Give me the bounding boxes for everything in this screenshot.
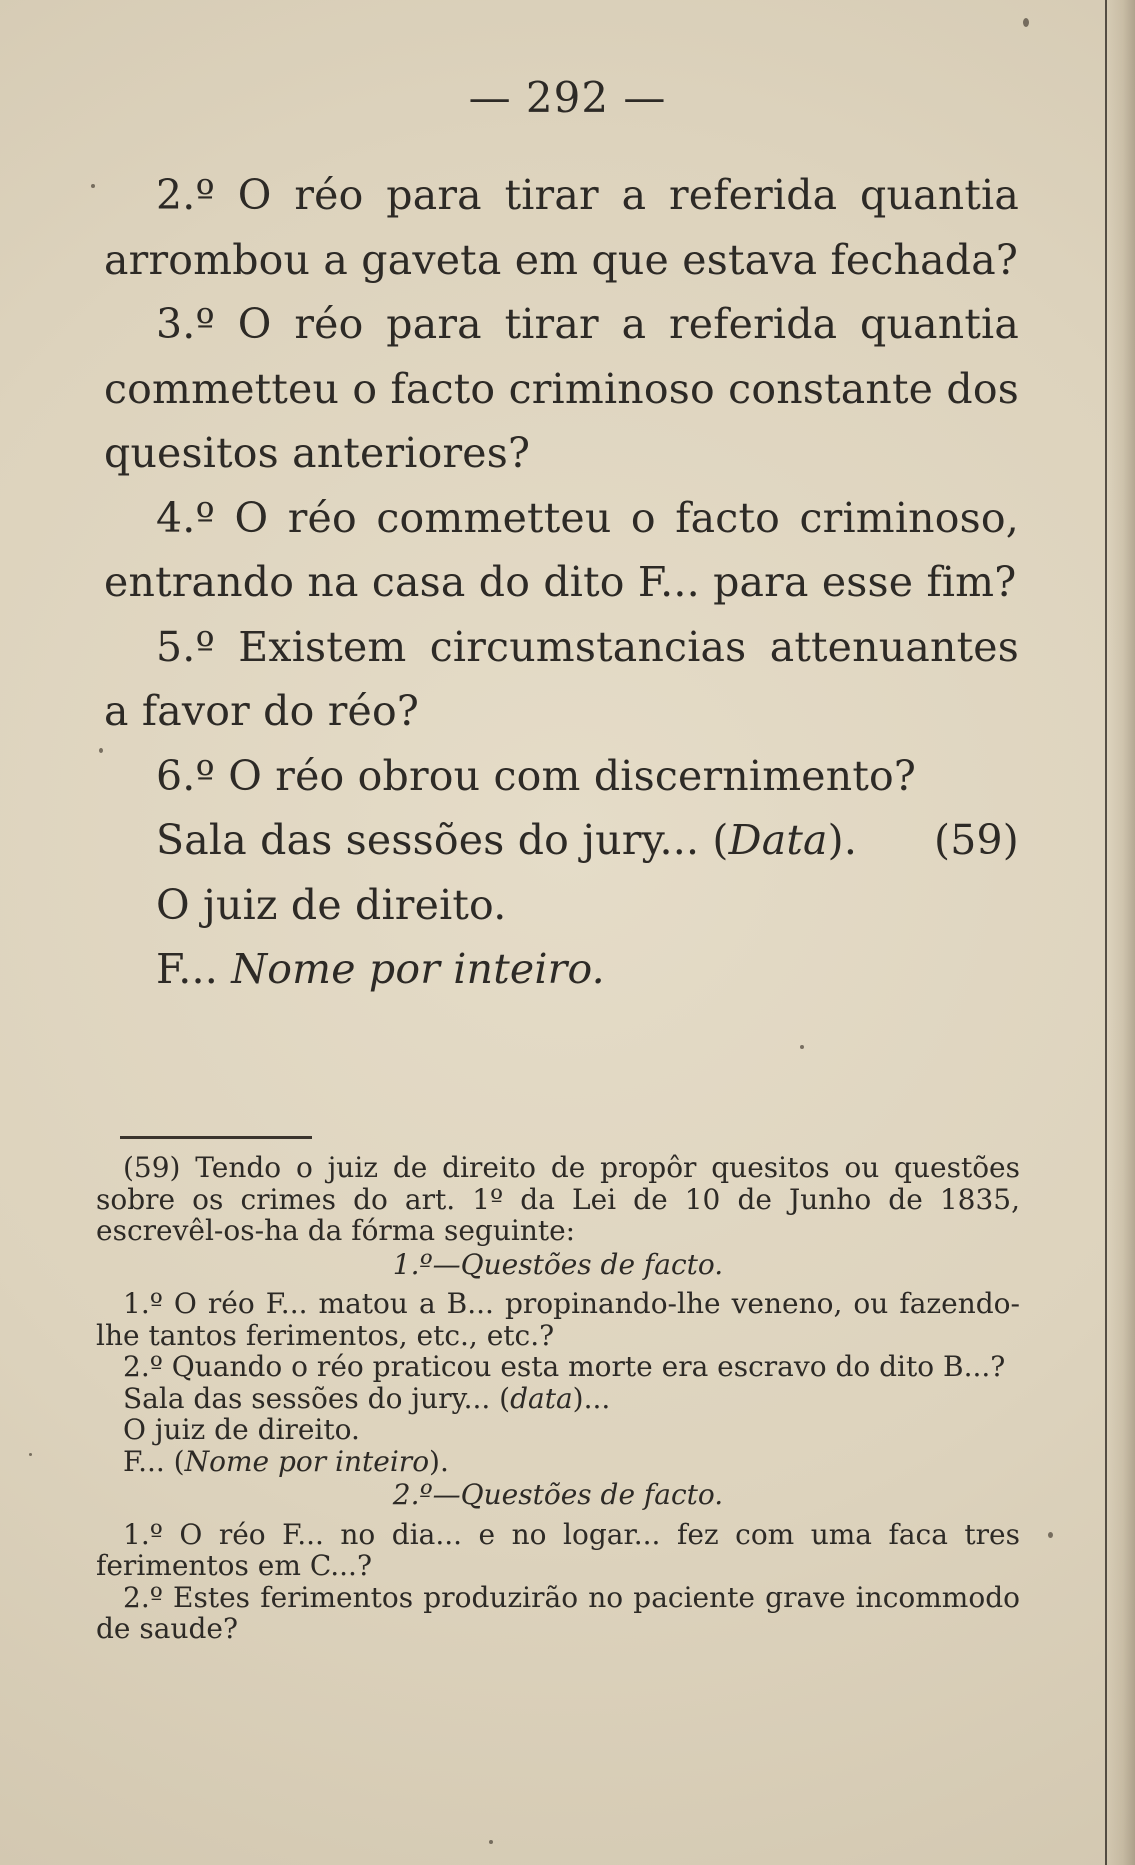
footnote-question-2: 2.º Quando o réo praticou esta morte era escravo do dito B...? [123,1350,1006,1383]
name-italic: Nome por inteiro. [231,945,605,993]
footnote-juiz-line: O juiz de direito. [123,1413,360,1446]
question-2: 2.º O réo para tirar a referida quantia arrombou a gaveta em que estava fechada? [104,171,1019,284]
ink-speck [91,184,95,188]
footnote-sala-data: data [510,1381,573,1415]
sala-prefix: Sala das sessões do jury... ( [156,816,729,864]
main-text [104,163,1019,1002]
question-5: 5.º Existem circumstancias attenuantes a favor do réo? [104,622,1019,735]
footnote-sala-prefix: Sala das sessões do jury... ( [123,1381,511,1415]
name-prefix: F... [156,945,232,993]
page-gutter-shadow [1105,0,1135,1865]
footnote-name-line [96,1446,1020,1478]
ink-speck [1023,18,1029,27]
ink-speck [99,748,103,753]
footnote-question-m1: 1.º O réo F... no dia... e no logar... fez com uma faca tres ferimentos em C...? [96,1517,1020,1582]
sala-suffix: ). [827,816,858,864]
question-3: 3.º O réo para tirar a referida quantia commetteu o facto criminoso constante dos quesitos anteriores? [104,300,1019,477]
footnote-name-italic: Nome por inteiro [184,1444,430,1478]
sala-data: Data [728,816,828,864]
footnote-sala-line [96,1383,1020,1415]
name-line [104,937,1019,1002]
footnote-name-prefix: F... ( [123,1444,185,1478]
footnote-intro: (59) Tendo o juiz de direito de propôr quesitos ou questões sobre os crimes do art. 1º da Lei de 10 de Junho de 1835, escrevêl-os-ha da fórma seguinte: [96,1151,1020,1247]
sala-text [156,808,857,873]
footnote-heading-1: 1.º—Questões de facto. [392,1247,724,1281]
footnote-reference: (59) [934,816,1019,864]
sala-line [104,808,1019,873]
ink-speck [29,1453,32,1456]
page-number: — 292 — [468,73,667,122]
question-4: 4.º O réo commetteu o facto criminoso, entrando na casa do dito F... para esse fim? [104,493,1019,606]
ink-speck [489,1840,493,1844]
footnote-block [96,1152,1020,1645]
footnote-divider [120,1136,312,1139]
footnote-name-suffix: ). [429,1444,449,1478]
ink-speck [1048,1532,1053,1538]
page-edge-line [1105,0,1107,1865]
footnote-heading-2: 2.º—Questões de facto. [392,1478,724,1511]
footnote-question-1: 1.º O réo F... matou a B... propinando-lhe veneno, ou fazendo-lhe tantos ferimentos, etc., etc.? [96,1287,1020,1352]
ink-speck [800,1045,804,1049]
question-6: 6.º O réo obrou com discernimento? [156,751,917,800]
juiz-line: O juiz de direito. [156,880,507,929]
footnote-question-m2: 2.º Estes ferimentos produzirão no paciente grave incommodo de saude? [96,1580,1020,1645]
footnote-sala-suffix: )... [572,1381,611,1415]
